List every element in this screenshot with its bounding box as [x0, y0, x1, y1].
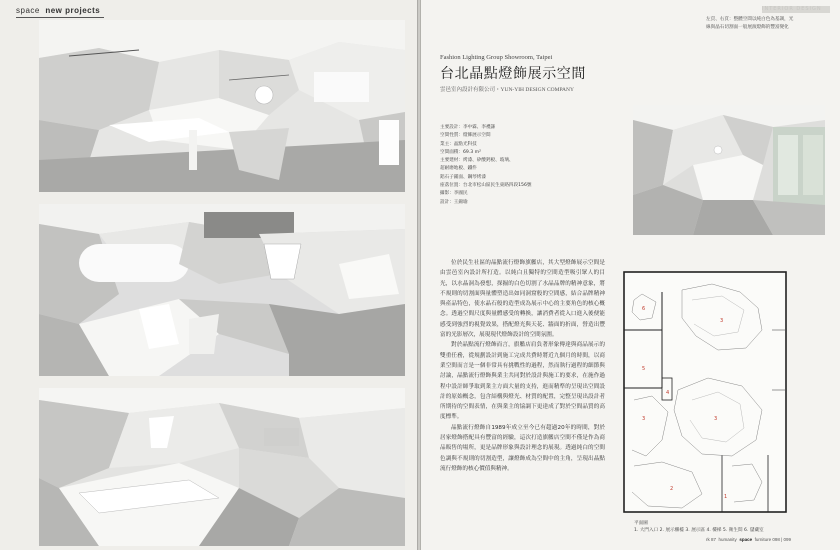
page-footer: [706, 537, 791, 542]
showroom-photo-3: [39, 388, 405, 546]
title-english: Fashion Lighting Group Showroom, Taipei: [440, 54, 553, 61]
plan-number: 4: [666, 390, 670, 396]
credit-line: 座落位置：台北市松山區民生東路四段156號: [440, 183, 532, 189]
header-rule: [16, 17, 104, 18]
credit-line: 鋁石子鋪面、鋼琴烤漆: [440, 174, 486, 180]
footer-pages: furniture 098 | 099: [754, 537, 792, 542]
plan-number: 2: [670, 486, 674, 492]
credit-line: 主要設計：李中霖、李禮謙: [440, 125, 496, 130]
title-chinese: 台北晶點燈飾展示空間: [440, 66, 586, 82]
plan-title: 平面圖: [634, 521, 648, 526]
plan-number: 3: [714, 416, 718, 422]
credit-line: 空間面積：69.3 m²: [440, 149, 481, 155]
photo-caption-line: 線與晶石切割面一般展演燈飾的豐富變化: [706, 25, 789, 30]
plan-number: 1: [724, 494, 728, 500]
credit-line: 主要建材：烤漆、矽酸鈣板、玻璃、: [440, 158, 514, 164]
photo-caption: [706, 16, 830, 32]
credit-line: 攝影：李國民: [440, 191, 468, 197]
plan-number: 3: [642, 416, 646, 422]
section-label: space: [16, 6, 40, 15]
top-right-logo: INTERIOR DESIGN: [762, 6, 830, 13]
plan-number: 5: [642, 366, 646, 372]
credit-line: 超耐磨地板、鐵件: [440, 166, 477, 172]
plan-number: 3: [720, 318, 724, 324]
footer-humanity: humanity: [718, 537, 737, 542]
body-paragraph: 位於民生社區的晶點流行燈飾旗艦店，其大型燈飾展示空間是由雲邑室內設計所打造。以純白且獨特的空間造型吸引眾人的目光，以水晶洞為發想，探掘的白色切割了水晶品牌的精神意象，將不規則的切割面與量體塑造出如同洞窟般的空間感，結合品牌精神與產品特色，使水晶石般的造型成為展示中心的主要角色的核心概念。透過空間尺度與量體感受的轉換，讓消費者從入口進入後便能感受到強烈的視覺效果，搭配燈光與天花、牆面的折面，營造出豐富的光影層次，展現現代燈飾設計的空間氛圍。: [440, 260, 605, 339]
showroom-photo-2: [39, 204, 405, 376]
floor-plan: [622, 270, 802, 522]
plan-legend: 1. 大門入口 2. 展示櫃檯 3. 展示區 4. 樓梯 5. 衛生間 6. 儲藏室: [634, 528, 764, 533]
body-paragraph: 對於晶點流行燈飾而言，旗艦店肩負著形象傳達與商品展示的雙重任務，從規劃設計到施工完成共費時將近九個月的時間，以商業空間而言是一個非常具有挑戰性的過程，然而執行過程的細節與討論，晶點流行燈飾與業主共同對於設計與施工的要求，在施作過程中設計師爭取到業主方面大量的支持，進而精準的呈現出空間設計的原始概念，包含結構與燈光、材質的配置，完整呈現出設計者所期待的空間表情，在與業主的協調下更達成了對於空間品質的高度標準。: [440, 342, 605, 421]
body-paragraph: 晶點流行燈飾自1989年成立至今已有超過20年的時間，對於居家燈飾搭配具有豐富的經驗，這次打造旗艦店空間不僅是作為商品販售的場所，更是品牌形象與設計理念的展現。透過純白的空間色調與不規則的切割造型，讓燈飾成為空間中的主角，呈現出晶點流行燈飾的核心價值與精神。: [440, 424, 605, 472]
showroom-photo-1: [39, 20, 405, 192]
project-credits: [440, 124, 610, 207]
credit-line: 設計：王錦瑜: [440, 199, 468, 205]
footer-space: space: [739, 537, 753, 542]
section-header: [16, 6, 100, 15]
design-company: 雲邑室內設計有限公司・YUN-YIH DESIGN COMPANY: [440, 87, 574, 93]
subsection-label: new projects: [45, 6, 101, 15]
article-body: [440, 258, 605, 474]
plan-number: 6: [642, 306, 646, 312]
article-title-block: [440, 54, 640, 93]
photo-caption-line: 左頁、右頁：整體空間以純白色為基調，光: [706, 17, 794, 22]
plan-caption: [634, 520, 764, 534]
footer-issue: rk 87: [706, 537, 717, 542]
credit-line: 空間性質：燈飾展示空間: [440, 133, 491, 139]
credit-line: 業主：晶點光科技: [440, 141, 477, 147]
showroom-photo-4: [633, 105, 825, 235]
